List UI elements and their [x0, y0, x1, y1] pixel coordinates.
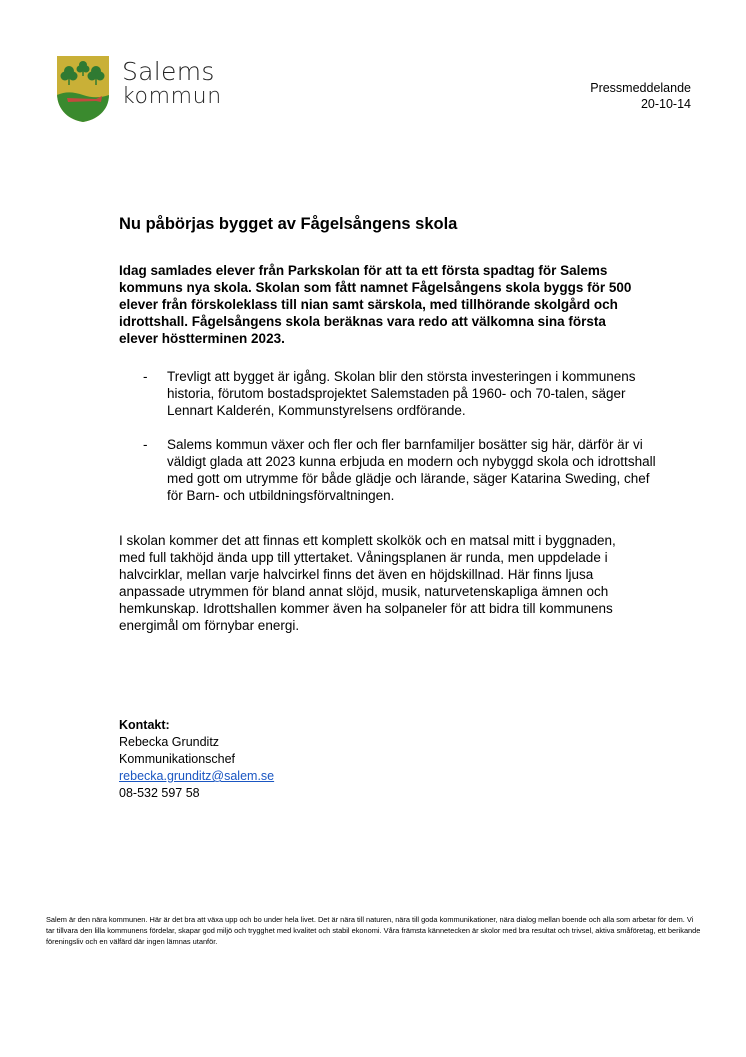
logo-name: Salems — [122, 57, 215, 86]
document-date: 20-10-14 — [640, 97, 691, 111]
quote-dash: - — [143, 437, 148, 452]
coat-of-arms-icon — [56, 55, 110, 123]
quote-item — [143, 368, 663, 419]
logo-kommun: kommun — [122, 84, 222, 109]
press-release-header — [590, 80, 691, 112]
quote-list — [143, 368, 663, 521]
contact-role: Kommunikationschef — [119, 752, 236, 766]
document-type: Pressmeddelande — [590, 81, 691, 95]
quote-dash: - — [143, 369, 148, 384]
article-title: Nu påbörjas bygget av Fågelsångens skola — [119, 215, 458, 233]
logo-wordmark — [122, 59, 222, 109]
quote-text: Trevligt att bygget är igång. Skolan blir den största investeringen i kommunens historia, förutom bostadsprojektet Salemstaden på 1960- och 70-talen, säger Lennart Kalderén, Kommunstyrelsens ordförande. — [167, 369, 636, 418]
quote-item — [143, 436, 663, 504]
contact-name: Rebecka Grunditz — [119, 735, 220, 749]
article-lead: Idag samlades elever från Parkskolan för att ta ett första spadtag för Salems kommuns nya skola. Skolan som fått namnet Fågelsångens skola byggs för 500 elever från förskoleklass till nian samt särskola, med tillhörande skolgård och idrottshall. Fågelsångens skola beräknas vara redo att välkomna sina första elever höstterminen 2023. — [119, 263, 632, 346]
footer-text: Salem är den nära kommunen. Här är det bra att växa upp och bo under hela livet. Det är nära till naturen, nära till goda kommunikationer, nära dialog mellan boende och alla som arbetar för dem. Vi tar tillvara den lilla kommunens fördelar, skapar god miljö och trygghet med kvalitet och stabil ekonomi. Våra främsta kännetecken är skolor med bra resultat och trivsel, aktiva småföretag, ett berikande föreningsliv och en välfärd där ingen lämnas utanför. — [46, 915, 701, 946]
contact-label: Kontakt: — [119, 718, 170, 732]
quote-text: Salems kommun växer och fler och fler barnfamiljer bosätter sig här, därför är vi väldigt glada att 2023 kunna erbjuda en modern och nybyggd skola och idrottshall med gott om utrymme för både glädje och lärande, säger Katarina Sweding, chef för Barn- och utbildningsförvaltningen. — [167, 437, 656, 503]
article-body: I skolan kommer det att finnas ett komplett skolkök och en matsal mitt i byggnaden, med full takhöjd ända upp till yttertaket. Våningsplanen är runda, men uppdelade i halvcirklar, mellan varje halvcirkel finns det även en höjdskillnad. Här finns ljusa anpassade utrymmen för bland annat slöjd, musik, naturvetenskapliga ämnen och hemkunskap. Idrottshallen kommer även ha solpaneler för att bidra till kommunens energimål om förnybar energi. — [119, 533, 616, 633]
contact-block — [119, 717, 274, 802]
municipality-logo — [56, 55, 226, 125]
contact-phone: 08-532 597 58 — [119, 786, 200, 800]
contact-email-link[interactable]: rebecka.grunditz@salem.se — [119, 769, 275, 783]
